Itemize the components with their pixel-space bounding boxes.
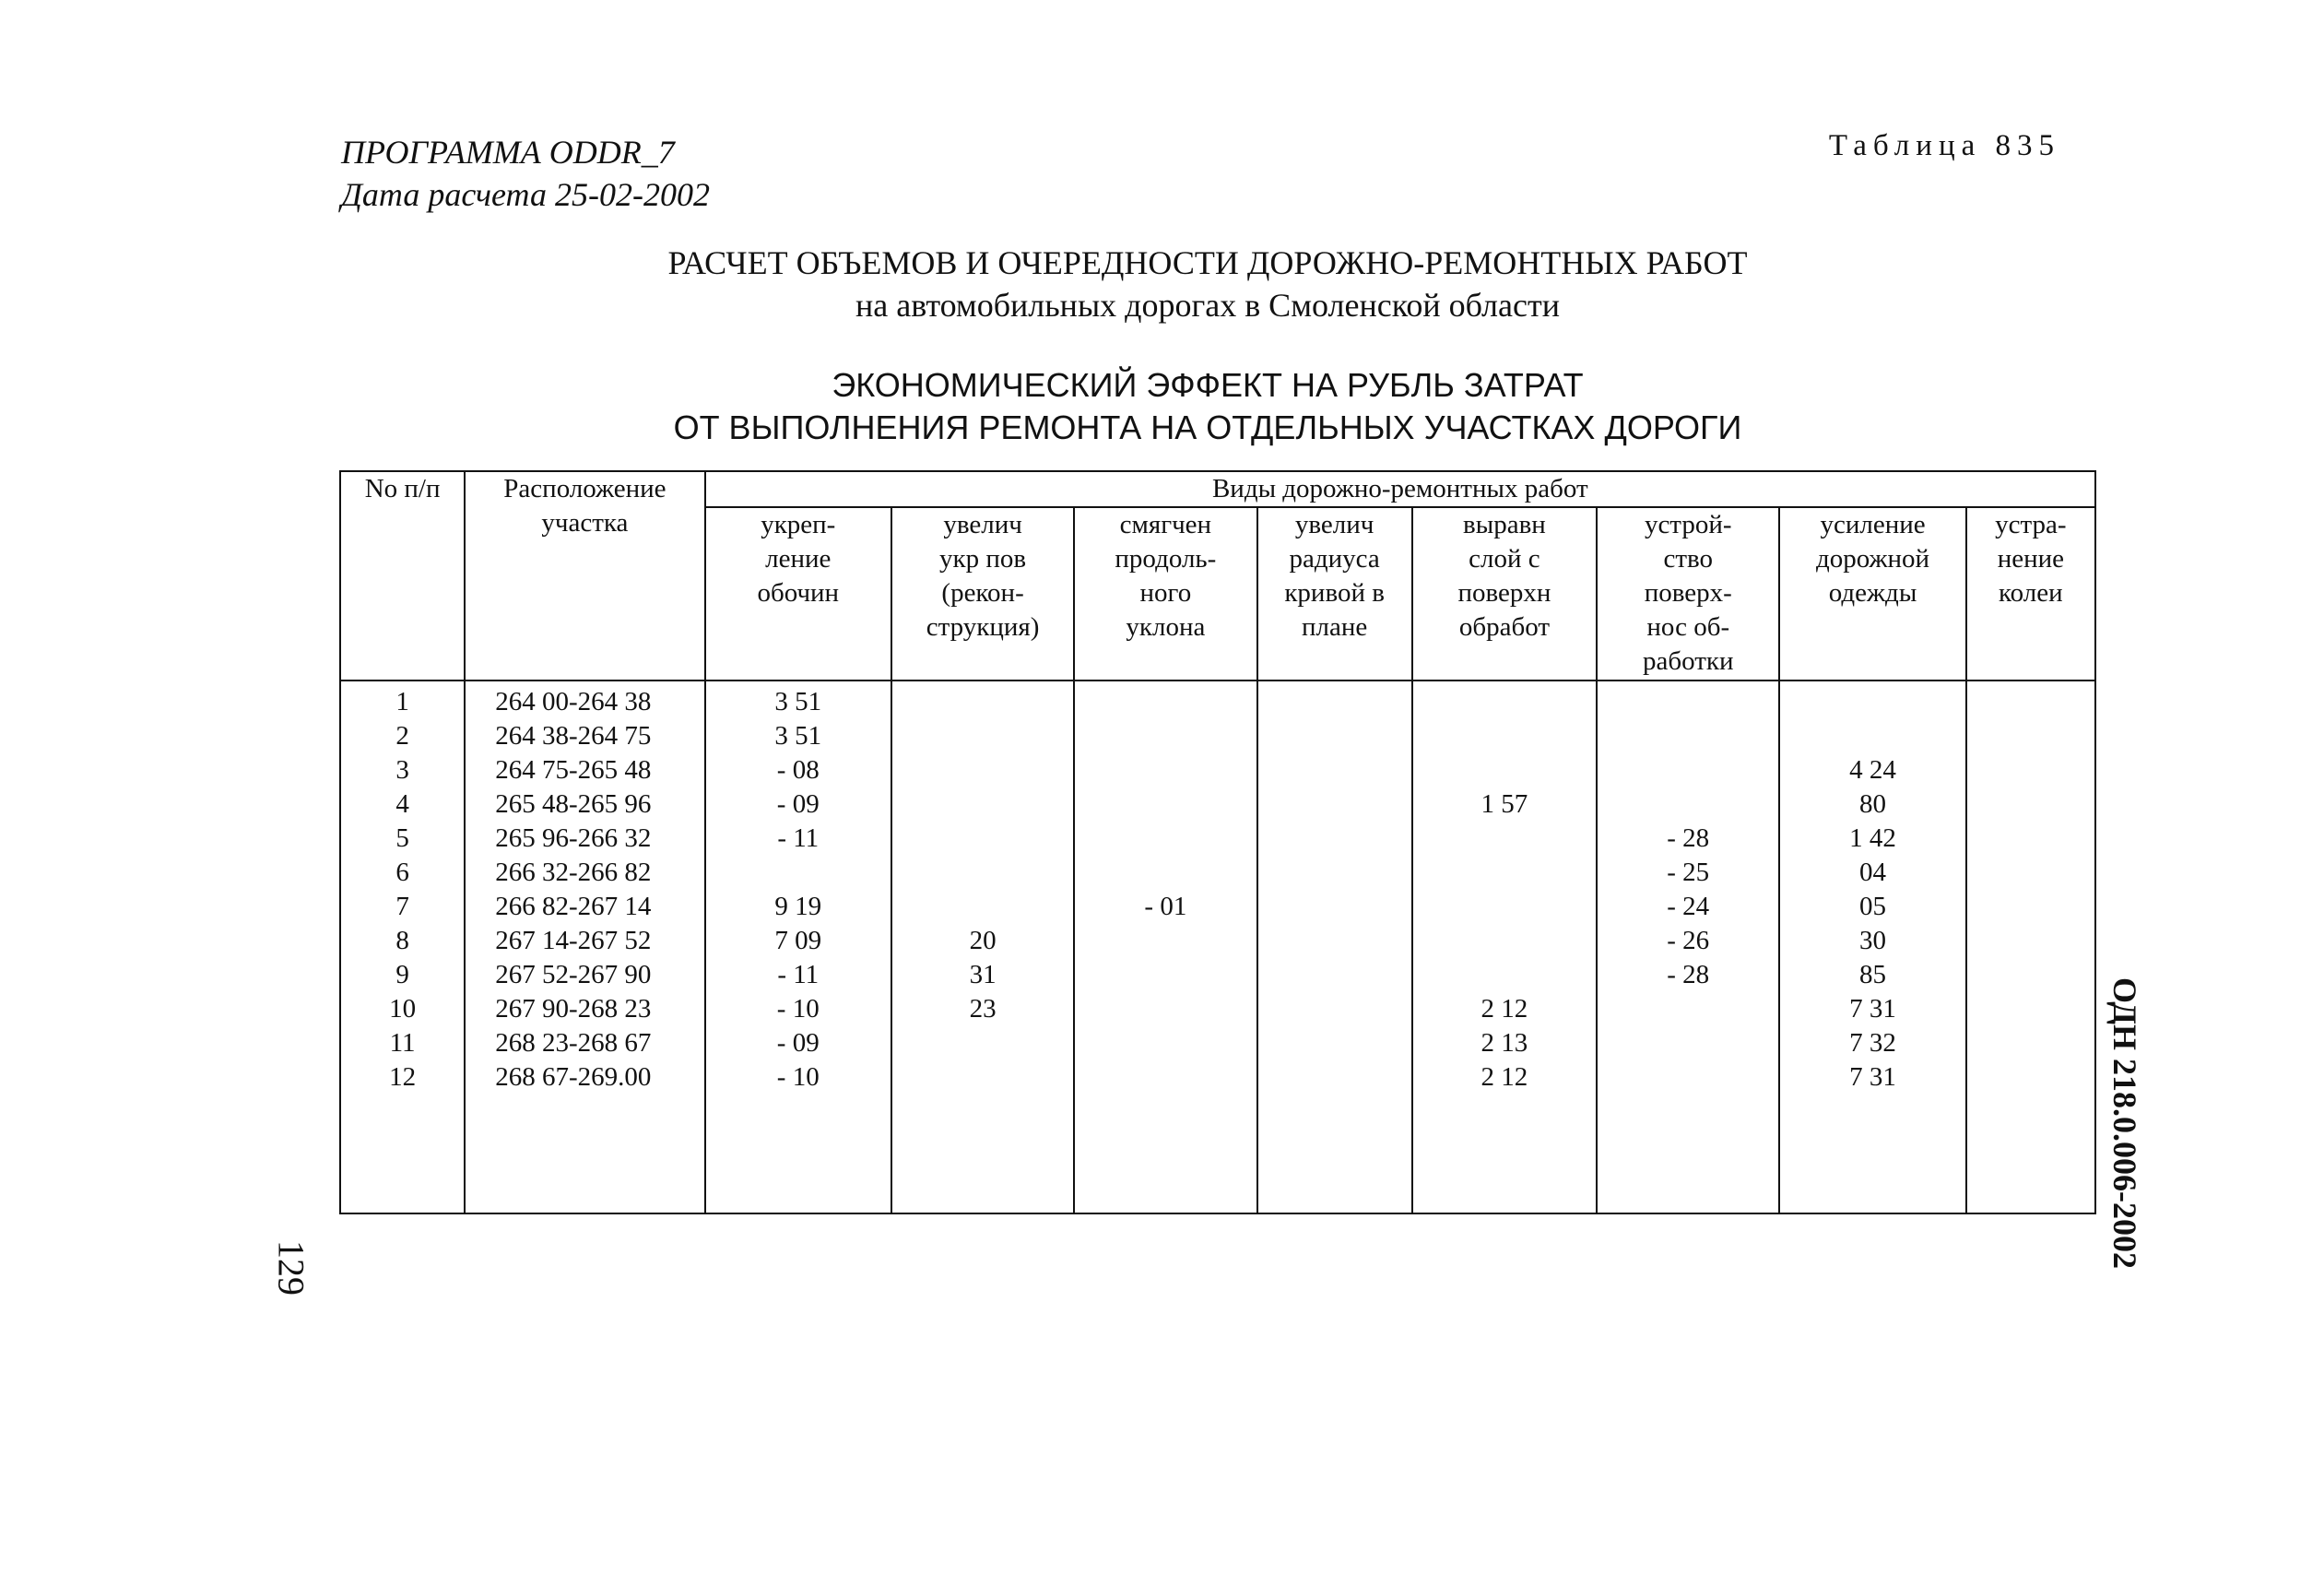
document-header (341, 131, 710, 216)
location-cell: 265 48-265 96 (465, 787, 704, 822)
value-cell (1257, 719, 1412, 753)
value-cell (1779, 719, 1965, 753)
table-number-label: Таблица 835 (1828, 129, 2060, 162)
value-cell: 2 13 (1412, 1026, 1597, 1060)
location-cell: 266 82-267 14 (465, 890, 704, 924)
program-name: ПРОГРАММА ODDR_7 (341, 134, 675, 171)
value-cell: - 10 (705, 992, 891, 1026)
row-number-cell: 11 (340, 1026, 465, 1060)
value-cell (1412, 958, 1597, 992)
location-cell: 267 90-268 23 (465, 992, 704, 1026)
value-cell (891, 681, 1074, 719)
value-cell: 23 (891, 992, 1074, 1026)
value-cell: 3 51 (705, 719, 891, 753)
table-row (340, 719, 2095, 753)
header-work-7: усиление дорожной одежды (1779, 507, 1965, 681)
value-cell (1966, 958, 2095, 992)
value-cell (891, 719, 1074, 753)
value-cell (1966, 992, 2095, 1026)
header-work-5: выравн слой с поверхн обработ (1412, 507, 1597, 681)
sub-title (240, 364, 2176, 449)
row-number-cell: 7 (340, 890, 465, 924)
value-cell (1966, 924, 2095, 958)
table-row (340, 753, 2095, 787)
row-number-cell: 3 (340, 753, 465, 787)
value-cell: 2 12 (1412, 1060, 1597, 1095)
table-row (340, 787, 2095, 822)
empty-cell (1412, 1095, 1597, 1213)
table-row (340, 1026, 2095, 1060)
value-cell (1257, 890, 1412, 924)
empty-cell (1257, 1095, 1412, 1213)
value-cell (1257, 787, 1412, 822)
value-cell (891, 753, 1074, 787)
value-cell: - 11 (705, 822, 891, 856)
value-cell (1074, 958, 1256, 992)
value-cell (891, 822, 1074, 856)
empty-cell (891, 1095, 1074, 1213)
location-cell: 267 52-267 90 (465, 958, 704, 992)
location-cell: 264 75-265 48 (465, 753, 704, 787)
value-cell: 2 12 (1412, 992, 1597, 1026)
value-cell (891, 1060, 1074, 1095)
value-cell (1966, 890, 2095, 924)
value-cell (1597, 992, 1779, 1026)
value-cell (891, 890, 1074, 924)
value-cell (1257, 822, 1412, 856)
row-number-cell: 2 (340, 719, 465, 753)
value-cell: 7 31 (1779, 992, 1965, 1026)
row-number-cell: 4 (340, 787, 465, 822)
table-filler-row (340, 1095, 2095, 1213)
value-cell (1966, 681, 2095, 719)
row-number-cell: 5 (340, 822, 465, 856)
table-row (340, 958, 2095, 992)
value-cell (1966, 856, 2095, 890)
document-code: ОДН 218.0.006-2002 (2106, 977, 2143, 1269)
value-cell: 80 (1779, 787, 1965, 822)
value-cell: 85 (1779, 958, 1965, 992)
value-cell (1412, 924, 1597, 958)
value-cell (1966, 822, 2095, 856)
value-cell (1597, 719, 1779, 753)
location-cell: 264 00-264 38 (465, 681, 704, 719)
value-cell: 7 09 (705, 924, 891, 958)
title-line-3: ЭКОНОМИЧЕСКИЙ ЭФФЕКТ НА РУБЛЬ ЗАТРАТ (832, 366, 1584, 404)
value-cell (1597, 1060, 1779, 1095)
page-number: 129 (270, 1240, 313, 1296)
value-cell (1597, 787, 1779, 822)
value-cell: 7 31 (1779, 1060, 1965, 1095)
row-number-cell: 12 (340, 1060, 465, 1095)
table-row (340, 890, 2095, 924)
value-cell: 04 (1779, 856, 1965, 890)
value-cell (1412, 681, 1597, 719)
value-cell (1257, 958, 1412, 992)
empty-cell (1597, 1095, 1779, 1213)
location-cell: 265 96-266 32 (465, 822, 704, 856)
value-cell: - 28 (1597, 958, 1779, 992)
table-row (340, 924, 2095, 958)
value-cell: - 08 (705, 753, 891, 787)
value-cell (1074, 681, 1256, 719)
value-cell (1074, 822, 1256, 856)
header-work-3: смягчен продоль- ного уклона (1074, 507, 1256, 681)
value-cell: 9 19 (705, 890, 891, 924)
value-cell: 4 24 (1779, 753, 1965, 787)
row-number-cell: 8 (340, 924, 465, 958)
value-cell: - 09 (705, 787, 891, 822)
value-cell (1966, 719, 2095, 753)
value-cell (1257, 1060, 1412, 1095)
value-cell: 30 (1779, 924, 1965, 958)
value-cell: 20 (891, 924, 1074, 958)
calculation-date: Дата расчета 25-02-2002 (341, 176, 710, 213)
header-work-1: укреп- ление обочин (705, 507, 891, 681)
title-line-2: на автомобильных дорогах в Смоленской области (855, 287, 1560, 324)
value-cell (891, 787, 1074, 822)
row-number-cell: 9 (340, 958, 465, 992)
header-location: Расположение участка (465, 471, 704, 681)
value-cell (1257, 992, 1412, 1026)
value-cell (1074, 1060, 1256, 1095)
value-cell: - 01 (1074, 890, 1256, 924)
value-cell (1257, 856, 1412, 890)
empty-cell (1966, 1095, 2095, 1213)
value-cell (705, 856, 891, 890)
value-cell: 31 (891, 958, 1074, 992)
location-cell: 266 32-266 82 (465, 856, 704, 890)
table-row (340, 992, 2095, 1026)
header-work-types: Виды дорожно-ремонтных работ (705, 471, 2095, 507)
value-cell (1779, 681, 1965, 719)
value-cell (1412, 822, 1597, 856)
value-cell: 1 57 (1412, 787, 1597, 822)
empty-cell (1074, 1095, 1256, 1213)
value-cell (1966, 753, 2095, 787)
location-cell: 268 23-268 67 (465, 1026, 704, 1060)
value-cell: - 09 (705, 1026, 891, 1060)
location-cell: 267 14-267 52 (465, 924, 704, 958)
value-cell (1412, 890, 1597, 924)
value-cell (1412, 719, 1597, 753)
value-cell (1074, 1026, 1256, 1060)
value-cell (1597, 1026, 1779, 1060)
value-cell (1257, 681, 1412, 719)
value-cell (1074, 856, 1256, 890)
empty-cell (1779, 1095, 1965, 1213)
table-row (340, 822, 2095, 856)
table-row (340, 856, 2095, 890)
value-cell (1966, 1060, 2095, 1095)
value-cell (891, 1026, 1074, 1060)
value-cell (1597, 753, 1779, 787)
row-number-cell: 6 (340, 856, 465, 890)
value-cell (1966, 1026, 2095, 1060)
table-row (340, 681, 2095, 719)
header-work-2: увелич укр пов (рекон- струкция) (891, 507, 1074, 681)
header-row-number: No п/п (340, 471, 465, 681)
value-cell: - 26 (1597, 924, 1779, 958)
location-cell: 264 38-264 75 (465, 719, 704, 753)
row-number-cell: 10 (340, 992, 465, 1026)
value-cell: 1 42 (1779, 822, 1965, 856)
value-cell: - 10 (705, 1060, 891, 1095)
value-cell (1257, 924, 1412, 958)
value-cell: 3 51 (705, 681, 891, 719)
value-cell (891, 856, 1074, 890)
row-number-cell: 1 (340, 681, 465, 719)
value-cell (1597, 681, 1779, 719)
value-cell (1074, 924, 1256, 958)
value-cell: - 25 (1597, 856, 1779, 890)
title-line-1: РАСЧЕТ ОБЪЕМОВ И ОЧЕРЕДНОСТИ ДОРОЖНО-РЕМОНТНЫХ РАБОТ (667, 244, 1748, 281)
effect-table (339, 470, 2096, 1214)
value-cell (1966, 787, 2095, 822)
empty-cell (705, 1095, 891, 1213)
value-cell (1074, 753, 1256, 787)
value-cell: - 11 (705, 958, 891, 992)
value-cell (1257, 1026, 1412, 1060)
value-cell: - 24 (1597, 890, 1779, 924)
header-work-8: устра- нение колеи (1966, 507, 2095, 681)
empty-cell (465, 1095, 704, 1213)
title-line-4: ОТ ВЫПОЛНЕНИЯ РЕМОНТА НА ОТДЕЛЬНЫХ УЧАСТКАХ ДОРОГИ (673, 408, 1742, 446)
value-cell (1074, 719, 1256, 753)
value-cell: 05 (1779, 890, 1965, 924)
main-title (240, 242, 2176, 326)
empty-cell (340, 1095, 465, 1213)
value-cell (1412, 856, 1597, 890)
value-cell: 7 32 (1779, 1026, 1965, 1060)
location-cell: 268 67-269.00 (465, 1060, 704, 1095)
value-cell (1074, 787, 1256, 822)
table-row (340, 1060, 2095, 1095)
header-work-4: увелич радиуса кривой в плане (1257, 507, 1412, 681)
value-cell (1257, 753, 1412, 787)
header-work-6: устрой- ство поверх- нос об- работки (1597, 507, 1779, 681)
value-cell (1074, 992, 1256, 1026)
value-cell (1412, 753, 1597, 787)
value-cell: - 28 (1597, 822, 1779, 856)
